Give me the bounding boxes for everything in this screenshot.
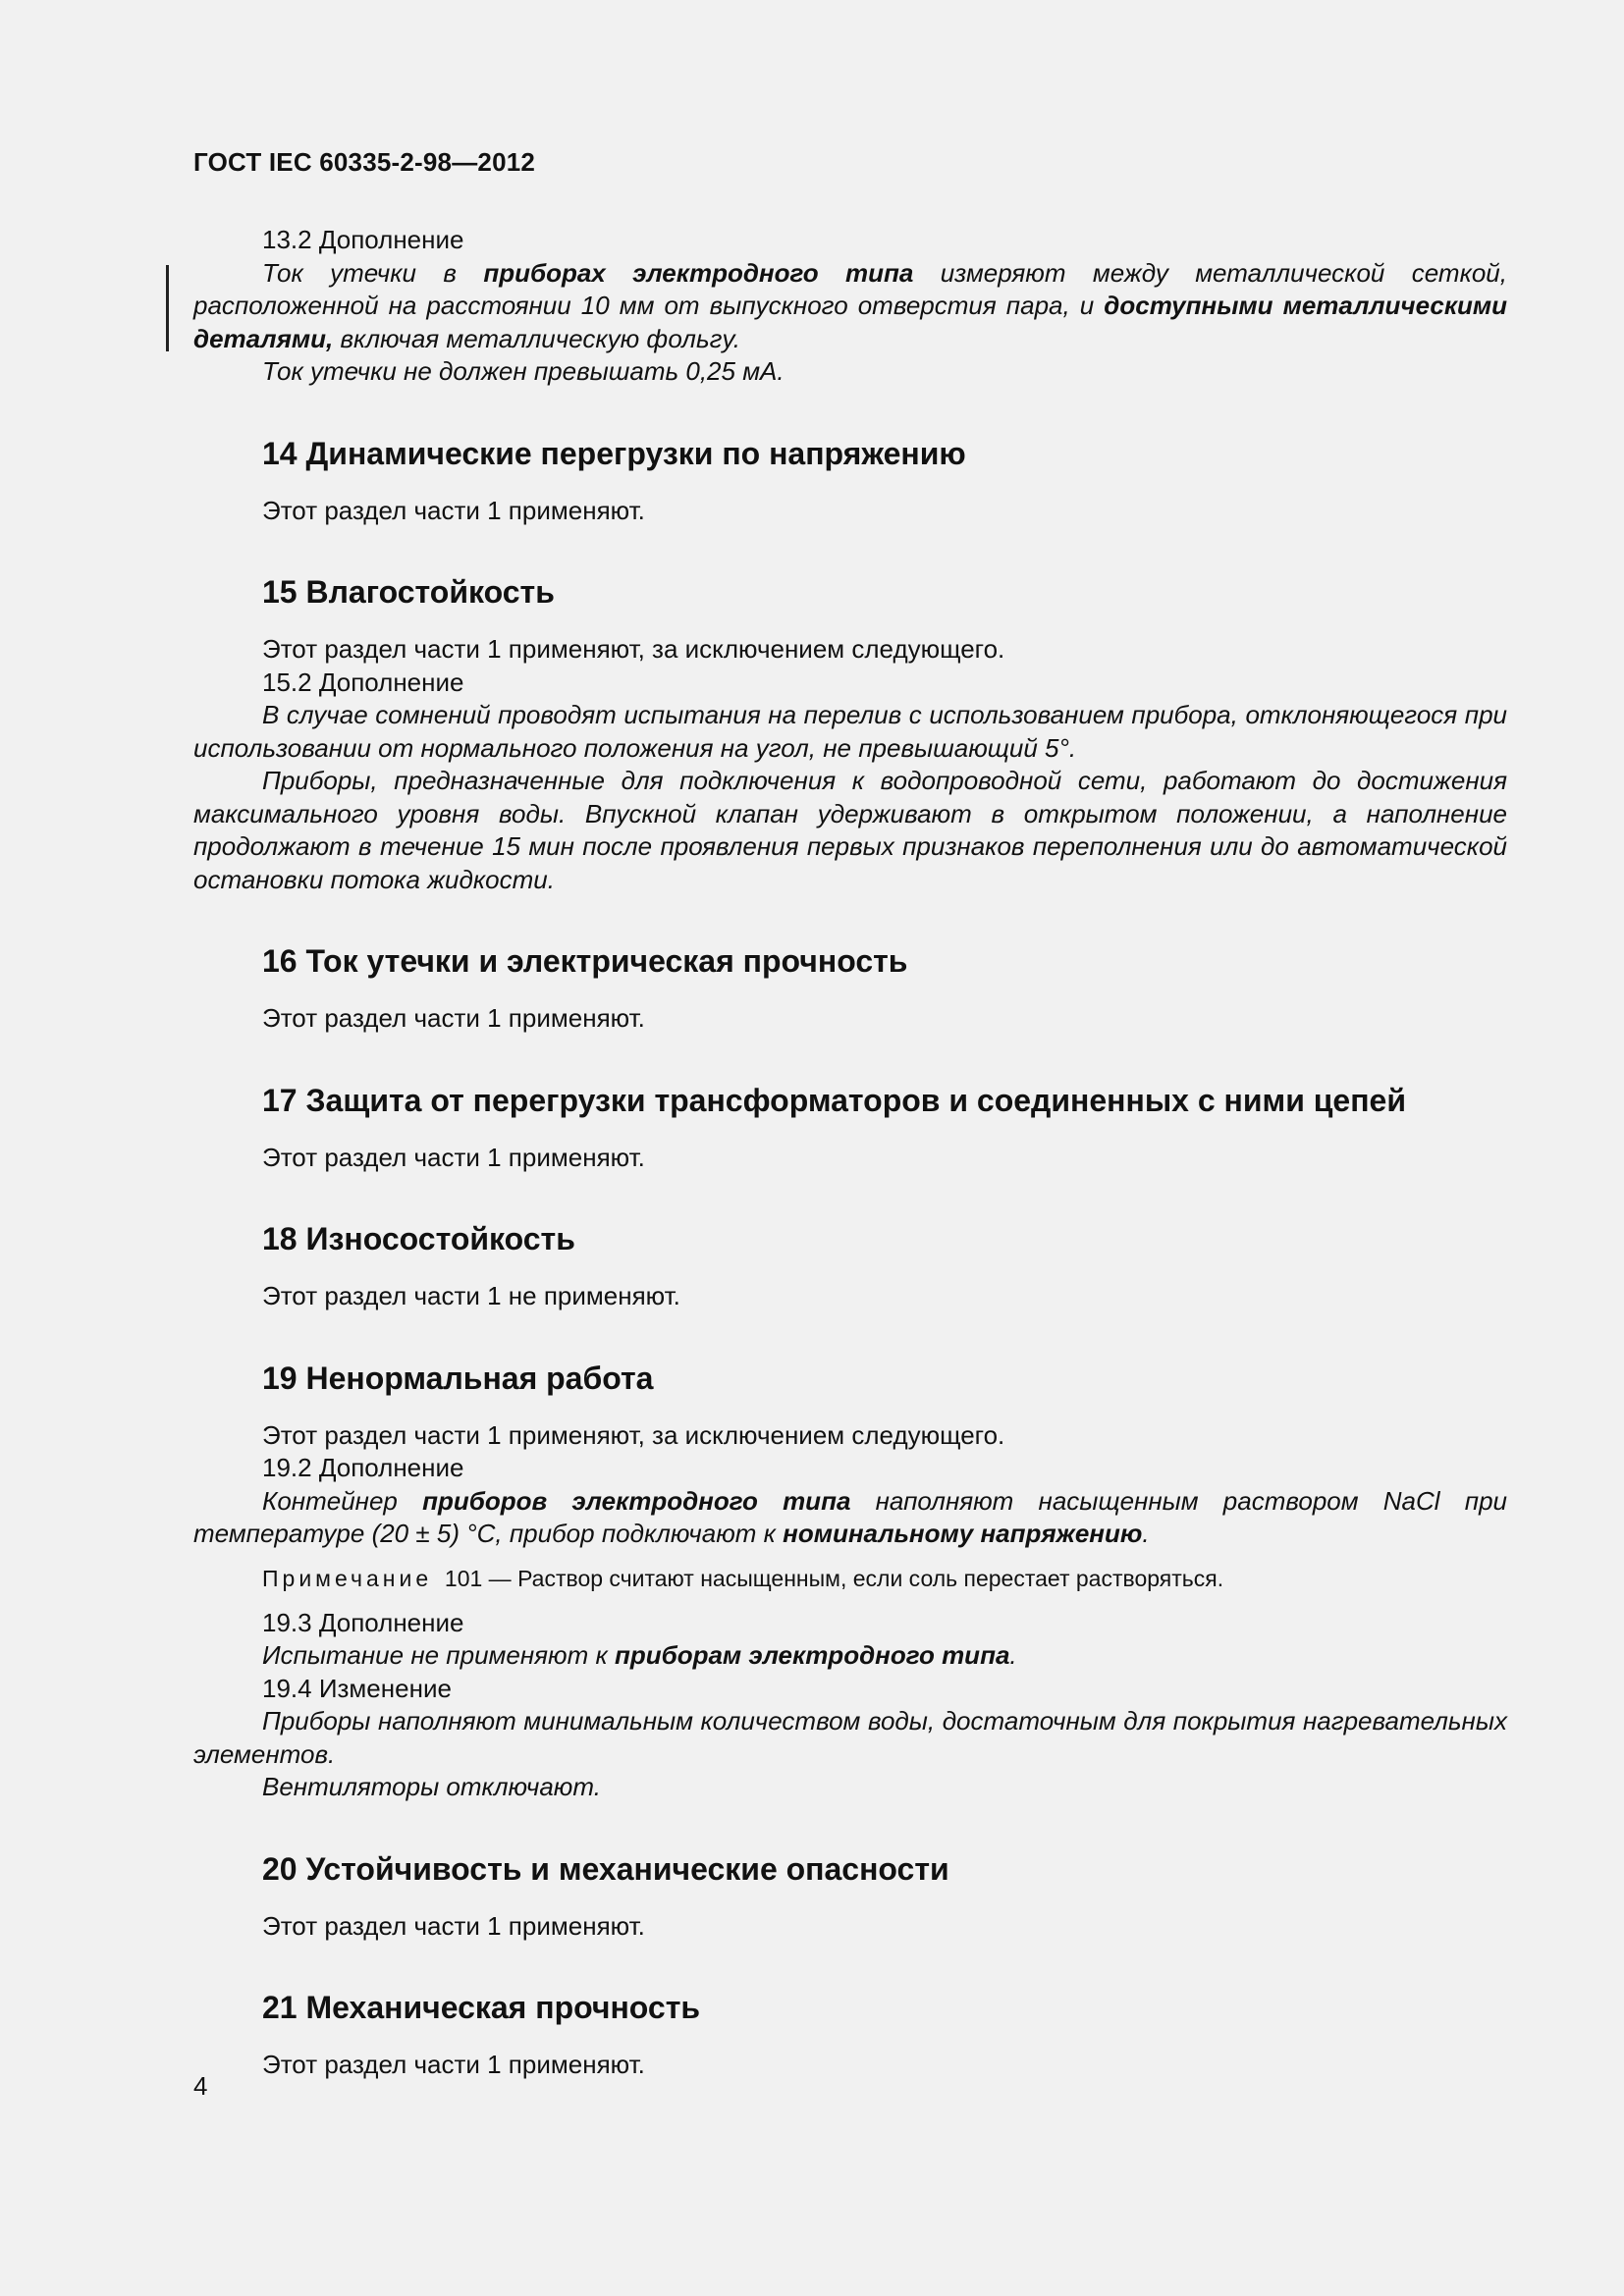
document-header: ГОСТ IEC 60335-2-98—2012 — [193, 147, 536, 177]
subsection-19-2-label: 19.2 Дополнение — [262, 1453, 464, 1482]
defined-term: доступными металлическими деталями, — [193, 291, 1507, 353]
section-14-text: Этот раздел части 1 применяют. — [262, 495, 645, 525]
defined-term: приборов электродного типа — [422, 1485, 851, 1516]
note-label: Примечание — [262, 1565, 433, 1591]
subsection-19-4-paragraph-2: Вентиляторы отключают. — [262, 1772, 601, 1801]
change-marker-bar — [166, 265, 169, 351]
section-14-heading: 14 Динамические перегрузки по напряжению — [262, 435, 966, 471]
subsection-13-2-paragraph-2: Ток утечки не должен превышать 0,25 мА. — [262, 356, 785, 386]
subsection-19-4-paragraph-1: Приборы наполняют минимальным количеством воды, достаточным для покрытия нагревательных элементов. — [193, 1706, 1507, 1769]
section-19-text: Этот раздел части 1 применяют, за исключением следующего. — [262, 1419, 1005, 1450]
note-101 — [193, 1563, 1507, 1595]
section-20-text: Этот раздел части 1 применяют. — [262, 1910, 645, 1941]
subsection-15-2-paragraph-1: В случае сомнений проводят испытания на перелив с использованием прибора, отклоняющегося при использовании от нормального положения на угол, не превышающий 5°. — [193, 700, 1507, 763]
section-16-text: Этот раздел части 1 применяют. — [262, 1003, 645, 1033]
text-run: . — [1009, 1640, 1017, 1670]
subsection-15-2-label: 15.2 Дополнение — [262, 667, 464, 697]
defined-term: приборам электродного типа — [614, 1640, 1010, 1670]
subsection-19-3-label: 19.3 Дополнение — [262, 1607, 464, 1637]
text-run: Контейнер — [262, 1485, 423, 1516]
text-run: наполняют насыщенным раствором NaCl при температуре (20 ± 5) °С, прибор подключают к — [193, 1485, 1507, 1548]
text-run: . — [1142, 1519, 1150, 1548]
defined-term: приборах электродного типа — [483, 257, 914, 288]
section-15-text: Этот раздел части 1 применяют, за исключением следующего. — [262, 634, 1005, 664]
page-content — [193, 224, 1507, 2082]
section-21-heading: 21 Механическая прочность — [262, 1990, 701, 2025]
page-number: 4 — [193, 2071, 208, 2101]
subsection-19-3-paragraph — [193, 1639, 1507, 1673]
section-19-heading: 19 Ненормальная работа — [262, 1360, 654, 1396]
subsection-19-4-label: 19.4 Изменение — [262, 1673, 452, 1703]
section-17-heading: 17 Защита от перегрузки трансформаторов и соединенных с ними цепей — [262, 1082, 1407, 1118]
section-17-text: Этот раздел части 1 применяют. — [262, 1142, 645, 1172]
subsection-19-2-paragraph — [193, 1485, 1507, 1551]
text-run: Испытание не применяют к — [262, 1640, 615, 1670]
text-run: Ток утечки в — [262, 257, 484, 288]
defined-term: номинальному напряжению — [783, 1519, 1143, 1548]
section-16-heading: 16 Ток утечки и электрическая прочность — [262, 943, 908, 979]
text-run: включая металлическую фольгу. — [333, 323, 740, 353]
section-15-heading: 15 Влагостойкость — [262, 574, 555, 610]
subsection-13-2-label: 13.2 Дополнение — [262, 225, 464, 254]
section-18-heading: 18 Износостойкость — [262, 1221, 575, 1256]
section-21-text: Этот раздел части 1 применяют. — [262, 2050, 645, 2079]
subsection-15-2-paragraph-2: Приборы, предназначенные для подключения к водопроводной сети, работают до достижения максимального уровня воды. Впускной клапан удерживают в открытом положении, а наполнение продолжают в течение 15 мин после проявления первых признаков переполнения или до автоматической остановки потока жидкости. — [193, 766, 1507, 894]
section-20-heading: 20 Устойчивость и механические опасности — [262, 1850, 949, 1887]
text-run: измеряют между металлической сеткой, расположенной на расстоянии 10 мм от выпускного отверстия пара, и — [193, 257, 1507, 320]
subsection-13-2-paragraph-1 — [193, 257, 1507, 356]
note-text: 101 — Раствор считают насыщенным, если соль перестает растворяться. — [444, 1565, 1224, 1591]
section-18-text: Этот раздел части 1 не применяют. — [262, 1281, 680, 1310]
